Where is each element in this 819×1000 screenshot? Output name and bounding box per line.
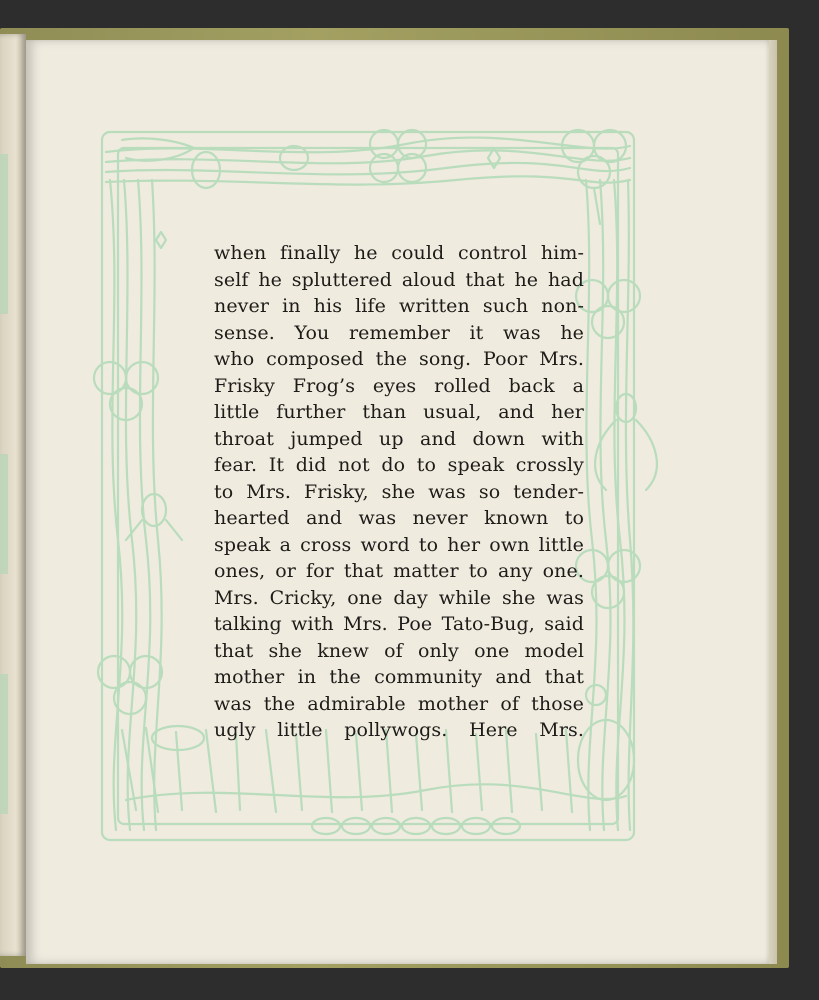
text-line: never in his life written such non- [214, 295, 584, 317]
text-line: self he spluttered aloud that he had [214, 268, 584, 291]
text-line: that she knew of only one model [214, 639, 584, 662]
text-line: was the admirable mother of those [214, 692, 584, 715]
text-line: mother in the community and that [214, 666, 584, 688]
text-line: little further than usual, and her [214, 401, 584, 423]
page-edge [769, 40, 777, 964]
text-line: talking with Mrs. Poe Tato-Bug, said [214, 613, 584, 635]
text-line: to Mrs. Frisky, she was so tender- [214, 480, 584, 503]
text-line: who composed the song. Poor Mrs. [214, 348, 584, 370]
left-page-edge [0, 34, 26, 956]
text-line: when finally he could control him- [214, 242, 584, 264]
text-line: Mrs. Cricky, one day while she was [214, 586, 584, 609]
text-line: hearted and was never known to [214, 507, 584, 529]
text-line: sense. You remember it was he [214, 321, 584, 344]
text-line: fear. It did not do to speak crossly [214, 454, 584, 476]
text-line: Frisky Frog’s eyes rolled back a [214, 374, 584, 397]
text-line: ugly little pollywogs. Here Mrs. [214, 719, 584, 741]
text-line: speak a cross word to her own little [214, 533, 584, 556]
body-text [214, 240, 584, 744]
book-page [26, 40, 769, 964]
text-line: throat jumped up and down with [214, 427, 584, 450]
text-line: ones, or for that matter to any one. [214, 560, 584, 582]
